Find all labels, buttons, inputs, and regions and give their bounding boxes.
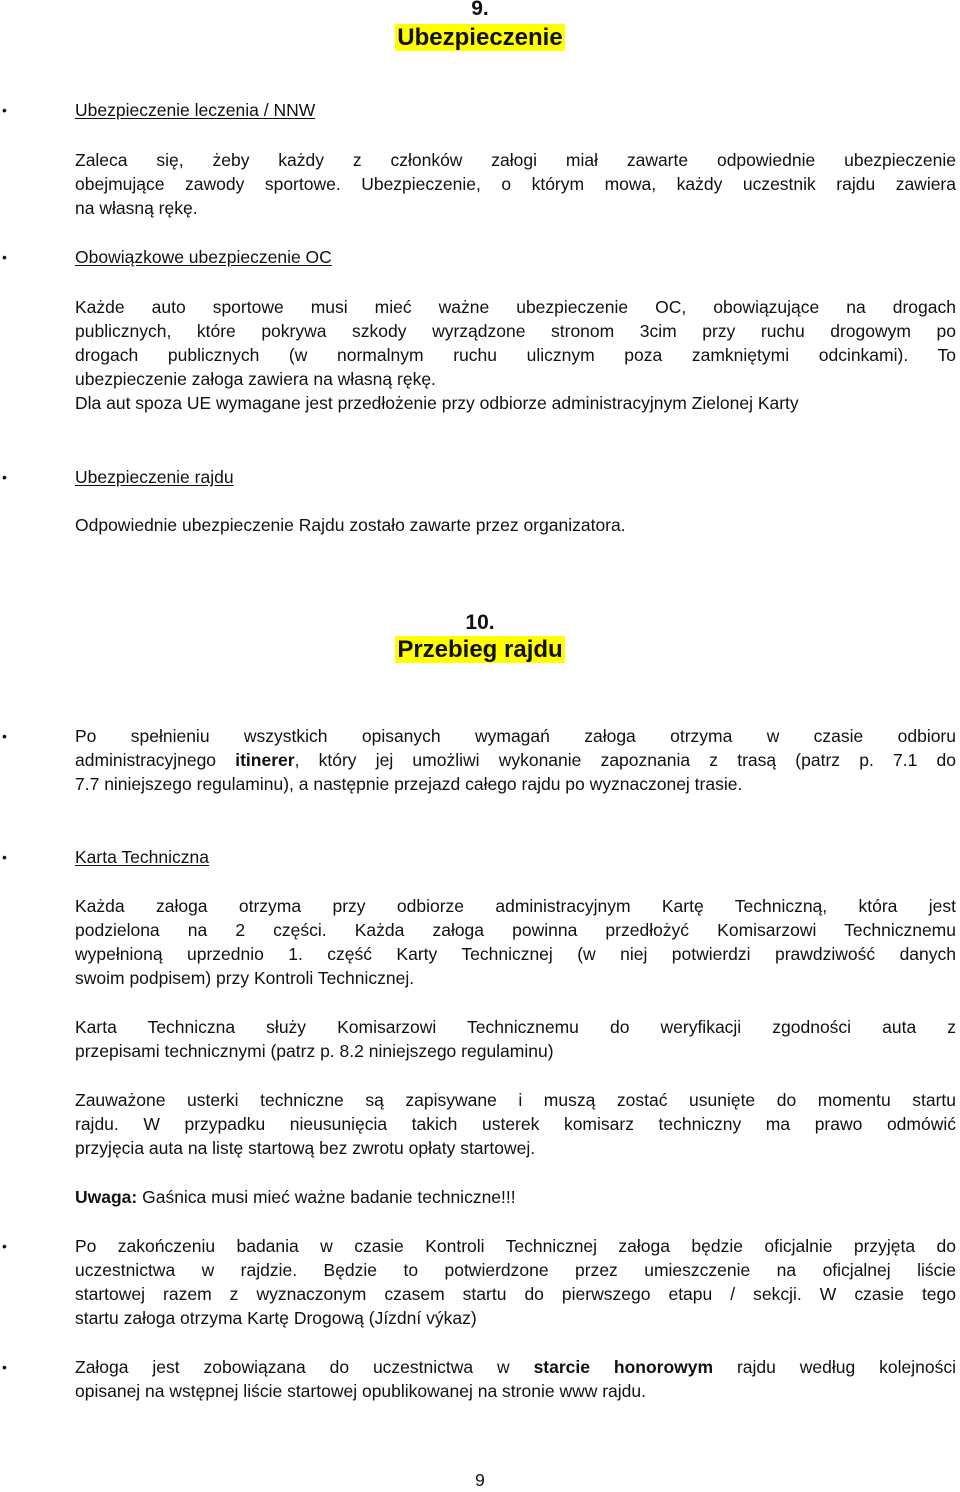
text-line: drogach publicznych (w normalnym ruchu ulicznym poza zamkniętymi odcinkami). To: [75, 345, 956, 365]
bullet: •: [2, 849, 7, 865]
text-line: Każda załoga otrzyma przy odbiorze administracyjnym Kartę Techniczną, która jest: [75, 896, 956, 916]
section-9-title-wrap: [0, 23, 960, 53]
paragraph-karta-3: [75, 1088, 956, 1160]
text-line: przyjęcia auta na listę startową bez zwrotu opłaty startowej.: [75, 1138, 536, 1158]
itinerer-bold: itinerer: [235, 750, 295, 770]
text-fragment: rajdu według kolejności: [713, 1357, 956, 1377]
bullet: •: [2, 1359, 7, 1375]
text-line: wypełnioną uprzednio 1. część Karty Technicznej (w niej potwierdzi prawdziwość danych: [75, 944, 956, 964]
text-line: opisanej na wstępnej liście startowej opublikowanej na stronie www rajdu.: [75, 1381, 646, 1401]
bullet: •: [2, 102, 7, 118]
text-line: startowej razem z wyznaczonym czasem startu do pierwszego etapu / sekcji. W czasie tego: [75, 1284, 956, 1304]
text-line: [75, 748, 956, 772]
text-line: Po zakończeniu badania w czasie Kontroli Technicznej załoga będzie oficjalnie przyjęta do: [75, 1236, 956, 1256]
text-line: Zaleca się, żeby każdy z członków załogi miał zawarte odpowiednie ubezpieczenie: [75, 150, 956, 170]
text-line: 7.7 niniejszego regulaminu), a następnie przejazd całego rajdu po wyznaczonej trasie.: [75, 774, 743, 794]
bullet: •: [2, 728, 7, 744]
page-number: 9: [475, 1470, 485, 1490]
warning-line: [75, 1185, 956, 1209]
paragraph-oc: [75, 295, 956, 415]
text-line: startu załoga otrzyma Kartę Drogową (Jízdní výkaz): [75, 1308, 477, 1328]
text-line: ubezpieczenie załoga zawiera na własną rękę.: [75, 369, 436, 389]
text-line: Po spełnieniu wszystkich opisanych wymagań załoga otrzyma w czasie odbioru: [75, 726, 956, 746]
section-9-number: 9.: [471, 0, 489, 20]
text-line: uczestnictwa w rajdzie. Będzie to potwierdzone przez umieszczenie na oficjalnej liście: [75, 1260, 956, 1280]
paragraph-rajd: [75, 513, 956, 537]
warning-label: Uwaga:: [75, 1187, 138, 1207]
text-line: Dla aut spoza UE wymagane jest przedłożenie przy odbiorze administracyjnym Zielonej Karty: [75, 393, 799, 413]
paragraph-karta-1: [75, 894, 956, 990]
section-9-title: Ubezpieczenie: [397, 24, 563, 51]
starcie-honorowym-bold: starcie honorowym: [533, 1357, 714, 1377]
subheading-karta: Karta Techniczna: [75, 847, 209, 867]
section-10-title: Przebieg rajdu: [397, 636, 563, 663]
bullet: •: [2, 1238, 7, 1254]
text-line: swoim podpisem) przy Kontroli Technicznej.: [75, 968, 415, 988]
bullet: •: [2, 249, 7, 265]
text-fragment: , który jej umożliwi wykonanie zapoznania z trasą (patrz p. 7.1 do: [294, 750, 956, 770]
text-line: Zauważone usterki techniczne są zapisywane i muszą zostać usunięte do momentu startu: [75, 1090, 956, 1110]
text-fragment: Załoga jest zobowiązana do uczestnictwa w: [75, 1357, 534, 1377]
paragraph-honor: [75, 1355, 956, 1403]
text-line: [75, 1185, 956, 1209]
warning-text: Gaśnica musi mieć ważne badanie techniczne!!!: [137, 1187, 516, 1207]
text-line: Odpowiednie ubezpieczenie Rajdu zostało zawarte przez organizatora.: [75, 515, 626, 535]
bullet: •: [2, 469, 7, 485]
text-fragment: administracyjnego: [75, 750, 236, 770]
text-line: przepisami technicznymi (patrz p. 8.2 niniejszego regulaminu): [75, 1041, 554, 1061]
section-10-number: 10.: [465, 611, 495, 634]
text-line: Karta Techniczna służy Komisarzowi Technicznemu do weryfikacji zgodności auta z: [75, 1017, 956, 1037]
subheading-rajd: Ubezpieczenie rajdu: [75, 467, 234, 487]
subheading-nnw: Ubezpieczenie leczenia / NNW: [75, 100, 316, 120]
text-line: na własną rękę.: [75, 198, 198, 218]
text-line: podzielona na 2 części. Każda załoga powinna przedłożyć Komisarzowi Technicznemu: [75, 920, 956, 940]
paragraph-intro: [75, 724, 956, 796]
paragraph-karta-2: [75, 1015, 956, 1063]
subheading-oc: Obowiązkowe ubezpieczenie OC: [75, 247, 332, 267]
text-line: obejmujące zawody sportowe. Ubezpieczenie, o którym mowa, każdy uczestnik rajdu zawiera: [75, 174, 956, 194]
section-10-title-wrap: [0, 635, 960, 665]
text-line: Każde auto sportowe musi mieć ważne ubezpieczenie OC, obowiązujące na drogach: [75, 297, 956, 317]
text-line: [75, 1355, 956, 1379]
paragraph-nnw: [75, 148, 956, 220]
paragraph-after: [75, 1234, 956, 1330]
text-line: rajdu. W przypadku nieusunięcia takich usterek komisarz techniczny ma prawo odmówić: [75, 1114, 956, 1134]
text-line: publicznych, które pokrywa szkody wyrządzone stronom 3cim przy ruchu drogowym po: [75, 321, 956, 341]
